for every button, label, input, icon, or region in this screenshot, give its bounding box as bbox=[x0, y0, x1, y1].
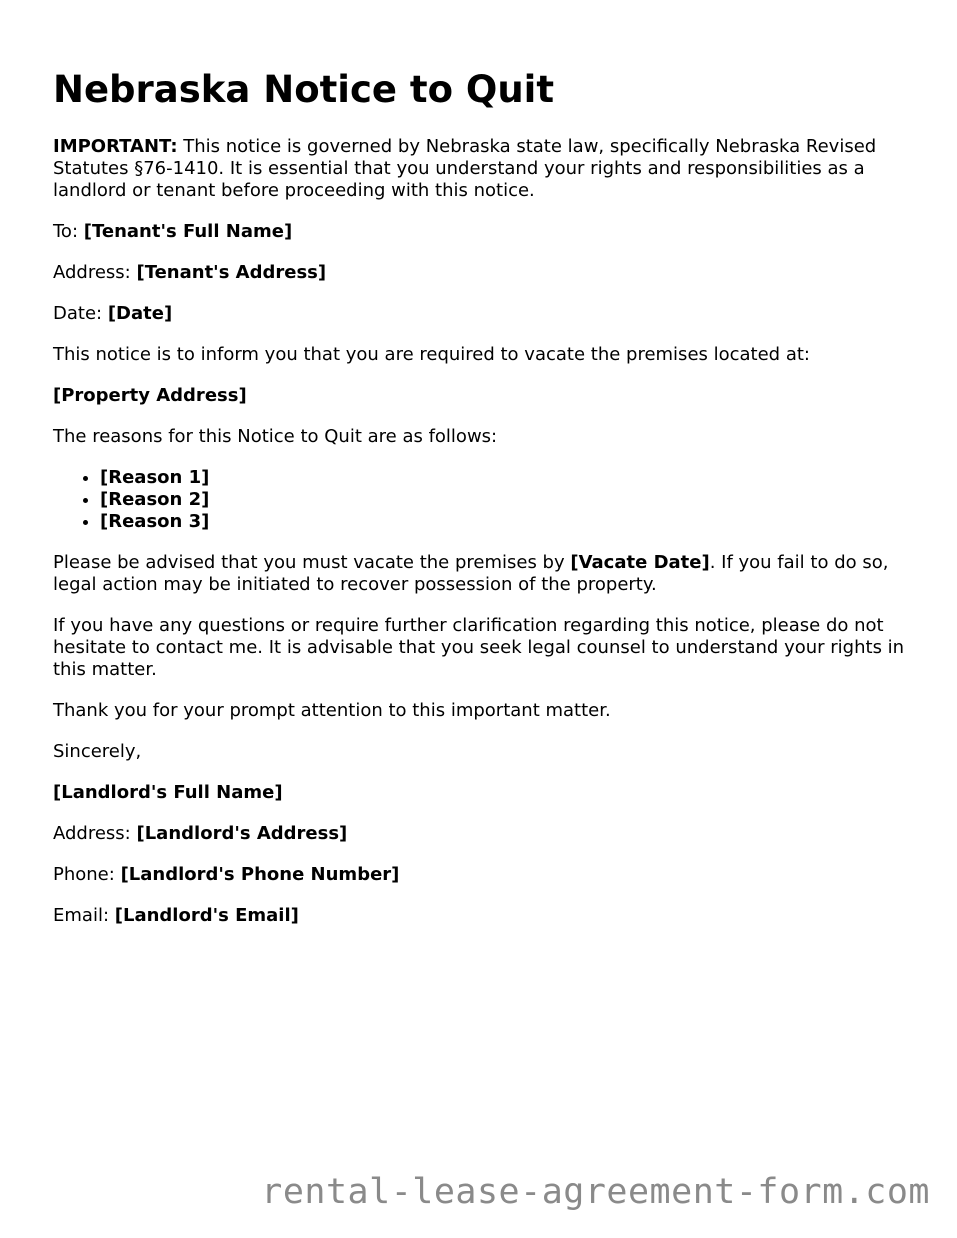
landlord-phone-label: Phone: bbox=[53, 864, 115, 885]
landlord-name-line bbox=[53, 782, 913, 804]
tenant-address-line bbox=[53, 262, 913, 284]
date-label: Date: bbox=[53, 303, 103, 324]
property-address bbox=[53, 385, 913, 407]
thanks-paragraph: Thank you for your prompt attention to this important matter. bbox=[53, 700, 611, 721]
landlord-email: [Landlord's Email] bbox=[114, 905, 299, 926]
important-text: This notice is governed by Nebraska state law, specifically Nebraska Revised Statutes §76-1410. It is essential that you understand your rights and responsibilities as a landlord or tenant before proceeding with this notice. bbox=[53, 136, 877, 201]
landlord-address-line bbox=[53, 823, 913, 845]
landlord-phone: [Landlord's Phone Number] bbox=[120, 864, 400, 885]
property-address-value: [Property Address] bbox=[53, 385, 247, 406]
vacate-date: [Vacate Date] bbox=[570, 552, 710, 573]
date-line bbox=[53, 303, 913, 325]
reason-item: • [Reason 1] bbox=[100, 467, 913, 489]
landlord-phone-line bbox=[53, 864, 913, 886]
important-label: IMPORTANT: bbox=[53, 136, 178, 157]
document-title: Nebraska Notice to Quit bbox=[53, 68, 555, 111]
reason-item: • [Reason 3] bbox=[100, 511, 913, 533]
landlord-email-line bbox=[53, 905, 913, 927]
landlord-address: [Landlord's Address] bbox=[136, 823, 348, 844]
closing: Sincerely, bbox=[53, 741, 142, 762]
tenant-address-label: Address: bbox=[53, 262, 131, 283]
vacate-intro: This notice is to inform you that you are required to vacate the premises located at: bbox=[53, 344, 810, 365]
landlord-name: [Landlord's Full Name] bbox=[53, 782, 283, 803]
to-line bbox=[53, 221, 913, 243]
watermark: rental-lease-agreement-form.com bbox=[261, 1172, 930, 1212]
reasons-intro: The reasons for this Notice to Quit are as follows: bbox=[53, 426, 498, 447]
advised-after: . If you fail to do so, legal action may be initiated to recover possession of the property. bbox=[53, 552, 889, 595]
to-label: To: bbox=[53, 221, 79, 242]
tenant-address: [Tenant's Address] bbox=[136, 262, 327, 283]
reasons-list bbox=[53, 467, 913, 533]
landlord-email-label: Email: bbox=[53, 905, 110, 926]
questions-paragraph: If you have any questions or require further clarification regarding this notice, please do not hesitate to contact me. It is advisable that you seek legal counsel to understand your rights in this matter. bbox=[53, 615, 905, 680]
vacate-deadline-paragraph bbox=[53, 552, 913, 596]
important-notice bbox=[53, 136, 913, 202]
reason-item: • [Reason 2] bbox=[100, 489, 913, 511]
landlord-address-label: Address: bbox=[53, 823, 131, 844]
notice-document bbox=[53, 66, 913, 946]
advised-before: Please be advised that you must vacate the premises by bbox=[53, 552, 571, 573]
tenant-name: [Tenant's Full Name] bbox=[83, 221, 293, 242]
notice-date: [Date] bbox=[107, 303, 173, 324]
